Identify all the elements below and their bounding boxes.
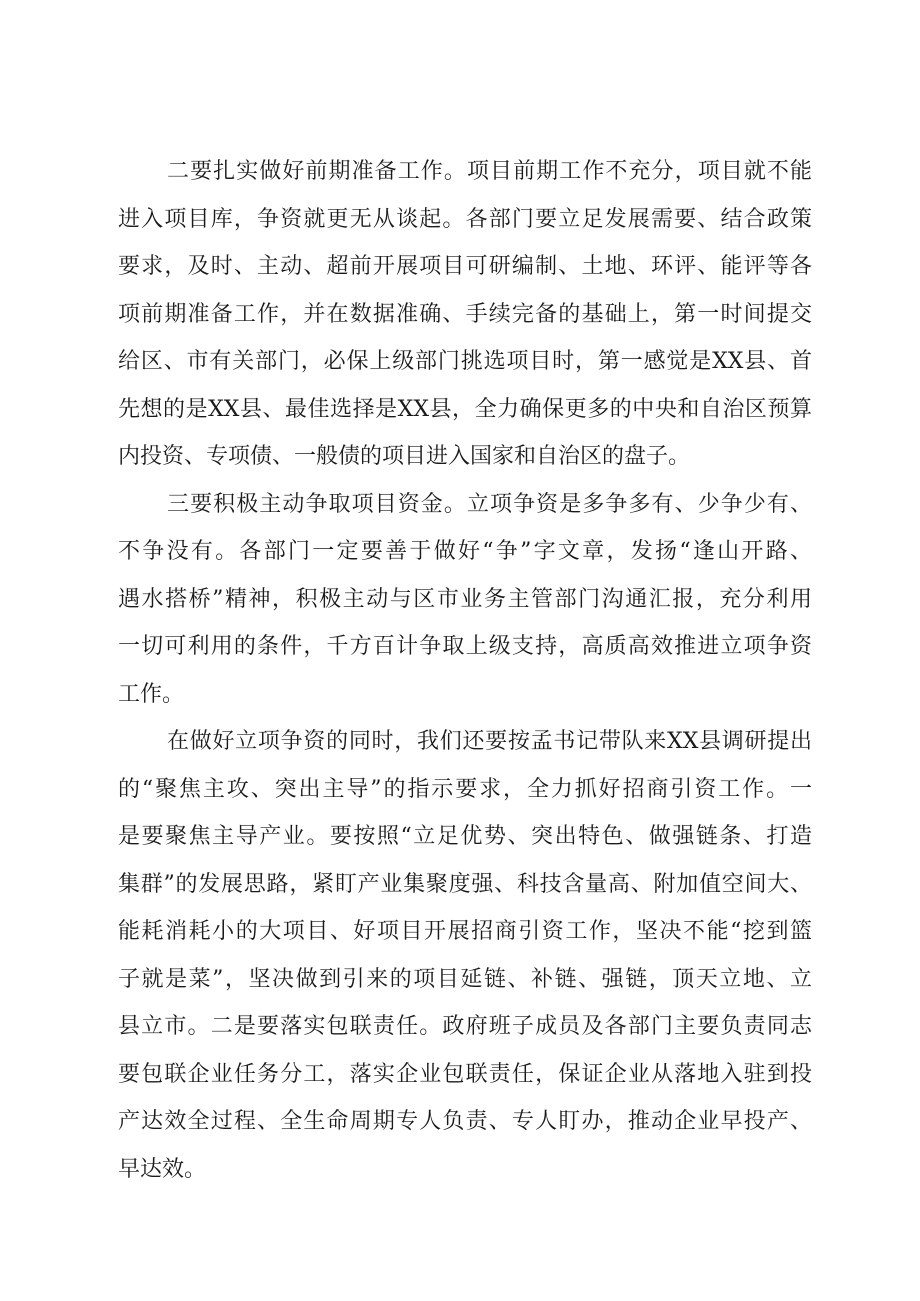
paragraph-1-line-3: 要求，及时、主动、超前开展项目可研编制、土地、环评、能评等各 [118,254,812,279]
paragraph-3-line-2: 的“聚焦主攻、突出主导”的指示要求，全力抓好招商引资工作。一 [118,776,812,802]
paragraph-3-line-5: 能耗消耗小的大项目、好项目开展招商引资工作，坚决不能“挖到篮 [118,919,812,944]
paragraph-3-line-1: 在做好立项争资的同时，我们还要按孟书记带队来XX县调研提出 [167,729,812,754]
paragraph-3-line-6: 子就是菜”，坚决做到引来的项目延链、补链、强链，顶天立地、立 [118,966,812,992]
paragraph-3-line-7: 县立市。二是要落实包联责任。政府班子成员及各部门主要负责同志 [118,1014,812,1039]
document-body [118,148,812,1193]
paragraph-2-line-4: 一切可利用的条件，千方百计争取上级支持，高质高效推进立项争资 [118,634,812,659]
paragraph-1-line-2: 进入项目库，争资就更无从谈起。各部门要立足发展需要、结合政策 [118,206,812,232]
paragraph-3-line-4: 集群”的发展思路，紧盯产业集聚度强、科技含量高、附加值空间大、 [118,871,812,897]
paragraph-1-line-1: 二要扎实做好前期准备工作。项目前期工作不充分，项目就不能 [167,159,812,184]
paragraph-3-line-3: 是要聚焦主导产业。要按照“立足优势、突出特色、做强链条、打造 [118,824,812,849]
paragraph-1-line-4: 项前期准备工作，并在数据准确、手续完备的基础上，第一时间提交 [118,301,812,327]
paragraph-1-line-7: 内投资、专项债、一般债的项目进入国家和自治区的盘子。 [118,444,691,469]
paragraph-3-line-10: 早达效。 [118,1156,207,1182]
paragraph-3-line-8: 要包联企业任务分工，落实企业包联责任，保证企业从落地入驻到投 [118,1061,812,1087]
paragraph-2-line-2: 不争没有。各部门一定要善于做好“争”字文章，发扬“逢山开路、 [118,539,812,564]
paragraph-2-line-3: 遇水搭桥”精神，积极主动与区市业务主管部门沟通汇报，充分利用 [118,586,812,612]
paragraph-1-line-6: 先想的是XX县、最佳选择是XX县，全力确保更多的中央和自治区预算 [118,396,812,422]
paragraph-3-line-9: 产达效全过程、全生命周期专人负责、专人盯办，推动企业早投产、 [118,1109,812,1134]
paragraph-2-line-5: 工作。 [118,681,185,707]
paragraph-2-line-1: 三要积极主动争取项目资金。立项争资是多争多有、少争少有、 [167,491,812,517]
paragraph-1-line-5: 给区、市有关部门，必保上级部门挑选项目时，第一感觉是XX县、首 [118,349,812,374]
